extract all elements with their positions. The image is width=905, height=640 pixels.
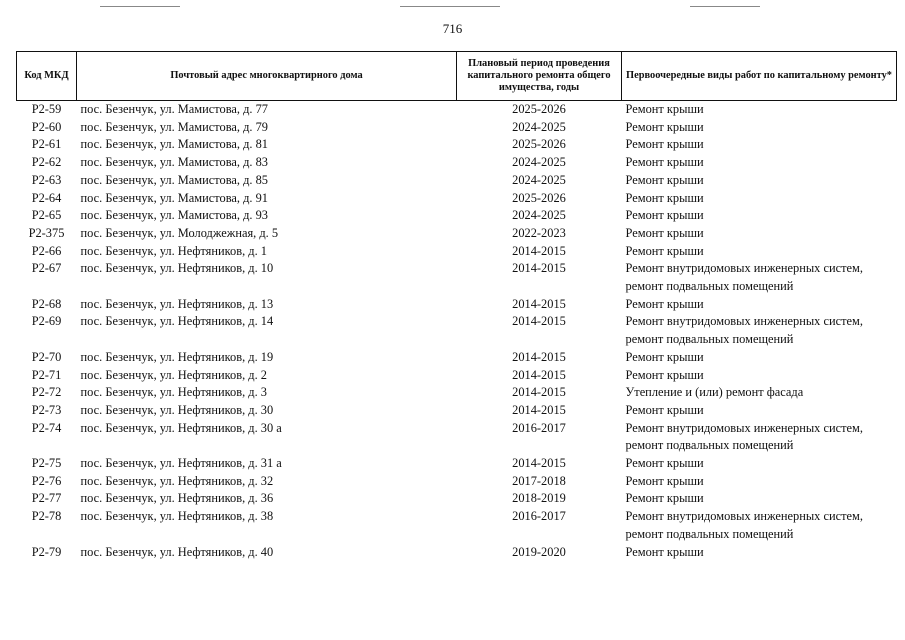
cell-works: Ремонт крыши: [625, 544, 704, 559]
header-address: Почтовый адрес многоквартирного дома: [77, 52, 457, 101]
table-row: [17, 260, 897, 295]
cell-address: пос. Безенчук, ул. Мамистова, д. 79: [80, 119, 268, 134]
capital-repair-table: [16, 51, 897, 561]
cell-code: Р2-77: [31, 491, 62, 506]
scan-rule-center: [400, 6, 500, 7]
cell-address: пос. Безенчук, ул. Нефтяников, д. 30: [80, 402, 274, 417]
cell-period: 2024-2025: [512, 155, 566, 170]
table-row: [17, 349, 897, 367]
cell-address: пос. Безенчук, ул. Нефтяников, д. 36: [80, 491, 274, 506]
table-row: [17, 296, 897, 314]
cell-works: Ремонт крыши: [625, 243, 704, 258]
table-row: [17, 544, 897, 562]
cell-address: пос. Безенчук, ул. Нефтяников, д. 1: [80, 243, 267, 258]
cell-code: Р2-59: [31, 102, 62, 116]
cell-period: 2014-2015: [512, 261, 566, 276]
table-row: [17, 119, 897, 137]
cell-address: пос. Безенчук, ул. Нефтяников, д. 19: [80, 349, 274, 364]
cell-code: Р2-375: [28, 225, 65, 240]
cell-code: Р2-63: [31, 172, 62, 187]
cell-works: Ремонт крыши: [625, 102, 704, 116]
cell-works: Ремонт крыши: [625, 349, 704, 364]
cell-address: пос. Безенчук, ул. Нефтяников, д. 3: [80, 385, 267, 400]
cell-period: 2014-2015: [512, 243, 566, 258]
cell-address: пос. Безенчук, ул. Нефтяников, д. 38: [80, 509, 274, 524]
table-row: [17, 313, 897, 348]
cell-code: Р2-72: [31, 385, 62, 400]
cell-period: 2014-2015: [512, 367, 566, 382]
cell-works: Ремонт внутридомовых инженерных систем, ремонт подвальных помещений: [625, 261, 863, 294]
cell-period: 2025-2026: [512, 190, 566, 205]
cell-period: 2014-2015: [512, 385, 566, 400]
table-row: [17, 190, 897, 208]
cell-works: Ремонт внутридомовых инженерных систем, ремонт подвальных помещений: [625, 509, 863, 541]
cell-works: Ремонт внутридомовых инженерных систем, ремонт подвальных помещений: [625, 420, 863, 453]
table-row: [17, 243, 897, 261]
cell-works: Утепление и (или) ремонт фасада: [625, 385, 804, 400]
table-row: [17, 473, 897, 491]
cell-works: Ремонт крыши: [625, 367, 704, 382]
cell-address: пос. Безенчук, ул. Мамистова, д. 85: [80, 172, 268, 187]
cell-works: Ремонт крыши: [625, 119, 704, 134]
table-row: [17, 508, 897, 543]
cell-code: Р2-78: [31, 509, 62, 524]
cell-period: 2014-2015: [512, 402, 566, 417]
cell-period: 2016-2017: [512, 420, 566, 435]
cell-period: 2025-2026: [512, 137, 566, 152]
cell-period: 2024-2025: [512, 119, 566, 134]
table-body: [17, 101, 897, 562]
cell-works: Ремонт крыши: [625, 208, 704, 223]
cell-works: Ремонт крыши: [625, 155, 704, 170]
cell-code: Р2-64: [31, 190, 62, 205]
scan-rule-left: [100, 6, 180, 7]
cell-period: 2024-2025: [512, 208, 566, 223]
cell-address: пос. Безенчук, ул. Нефтяников, д. 30 а: [80, 420, 282, 435]
cell-period: 2017-2018: [512, 473, 566, 488]
cell-period: 2024-2025: [512, 172, 566, 187]
cell-period: 2022-2023: [512, 225, 566, 240]
cell-works: Ремонт крыши: [625, 137, 704, 152]
table-row: [17, 402, 897, 420]
table-header-row: [17, 52, 897, 101]
scan-rule-right: [690, 6, 760, 7]
cell-address: пос. Безенчук, ул. Мамистова, д. 77: [80, 102, 268, 116]
cell-address: пос. Безенчук, ул. Нефтяников, д. 14: [80, 314, 274, 329]
cell-address: пос. Безенчук, ул. Нефтяников, д. 40: [80, 544, 274, 559]
table-row: [17, 384, 897, 402]
header-code: Код МКД: [17, 52, 77, 101]
table-row: [17, 136, 897, 154]
cell-works: Ремонт крыши: [625, 402, 704, 417]
cell-code: Р2-70: [31, 349, 62, 364]
cell-code: Р2-73: [31, 402, 62, 417]
cell-code: Р2-68: [31, 296, 62, 311]
cell-code: Р2-74: [31, 420, 62, 435]
cell-works: Ремонт крыши: [625, 172, 704, 187]
cell-address: пос. Безенчук, ул. Мамистова, д. 81: [80, 137, 268, 152]
table-row: [17, 367, 897, 385]
header-period: Плановый период проведения капитального ремонта общего имущества, годы: [457, 52, 622, 101]
cell-works: Ремонт крыши: [625, 473, 704, 488]
cell-code: Р2-65: [31, 208, 62, 223]
cell-works: Ремонт крыши: [625, 456, 704, 471]
table-row: [17, 225, 897, 243]
cell-code: Р2-67: [31, 261, 62, 276]
cell-address: пос. Безенчук, ул. Нефтяников, д. 10: [80, 261, 274, 276]
cell-code: Р2-61: [31, 137, 62, 152]
cell-period: 2016-2017: [512, 509, 566, 524]
header-works: Первоочередные виды работ по капитальному ремонту*: [622, 52, 897, 101]
cell-code: Р2-69: [31, 314, 62, 329]
cell-code: Р2-76: [31, 473, 62, 488]
cell-works: Ремонт крыши: [625, 296, 704, 311]
cell-period: 2014-2015: [512, 349, 566, 364]
table-row: [17, 455, 897, 473]
cell-code: Р2-62: [31, 155, 62, 170]
table-row: [17, 207, 897, 225]
table-row: [17, 420, 897, 455]
table-row: [17, 154, 897, 172]
cell-period: 2018-2019: [512, 491, 566, 506]
cell-code: Р2-75: [31, 456, 62, 471]
cell-period: 2019-2020: [512, 544, 566, 559]
cell-address: пос. Безенчук, ул. Молоджежная, д. 5: [80, 225, 279, 240]
cell-period: 2014-2015: [512, 296, 566, 311]
cell-code: Р2-66: [31, 243, 62, 258]
cell-code: Р2-71: [31, 367, 62, 382]
cell-code: Р2-60: [31, 119, 62, 134]
cell-works: Ремонт крыши: [625, 491, 704, 506]
cell-period: 2025-2026: [512, 102, 566, 116]
cell-address: пос. Безенчук, ул. Мамистова, д. 91: [80, 190, 268, 205]
cell-address: пос. Безенчук, ул. Нефтяников, д. 13: [80, 296, 274, 311]
cell-address: пос. Безенчук, ул. Нефтяников, д. 32: [80, 473, 274, 488]
cell-address: пос. Безенчук, ул. Мамистова, д. 83: [80, 155, 268, 170]
cell-address: пос. Безенчук, ул. Нефтяников, д. 31 а: [80, 456, 282, 471]
cell-address: пос. Безенчук, ул. Нефтяников, д. 2: [80, 367, 267, 382]
page-number: 716: [442, 21, 463, 36]
table-row: [17, 490, 897, 508]
cell-works: Ремонт крыши: [625, 225, 704, 240]
cell-address: пос. Безенчук, ул. Мамистова, д. 93: [80, 208, 268, 223]
cell-period: 2014-2015: [512, 314, 566, 329]
cell-period: 2014-2015: [512, 456, 566, 471]
cell-works: Ремонт крыши: [625, 190, 704, 205]
cell-code: Р2-79: [31, 544, 62, 559]
cell-works: Ремонт внутридомовых инженерных систем, ремонт подвальных помещений: [625, 314, 863, 347]
table-row: [17, 172, 897, 190]
table-row: [17, 101, 897, 119]
